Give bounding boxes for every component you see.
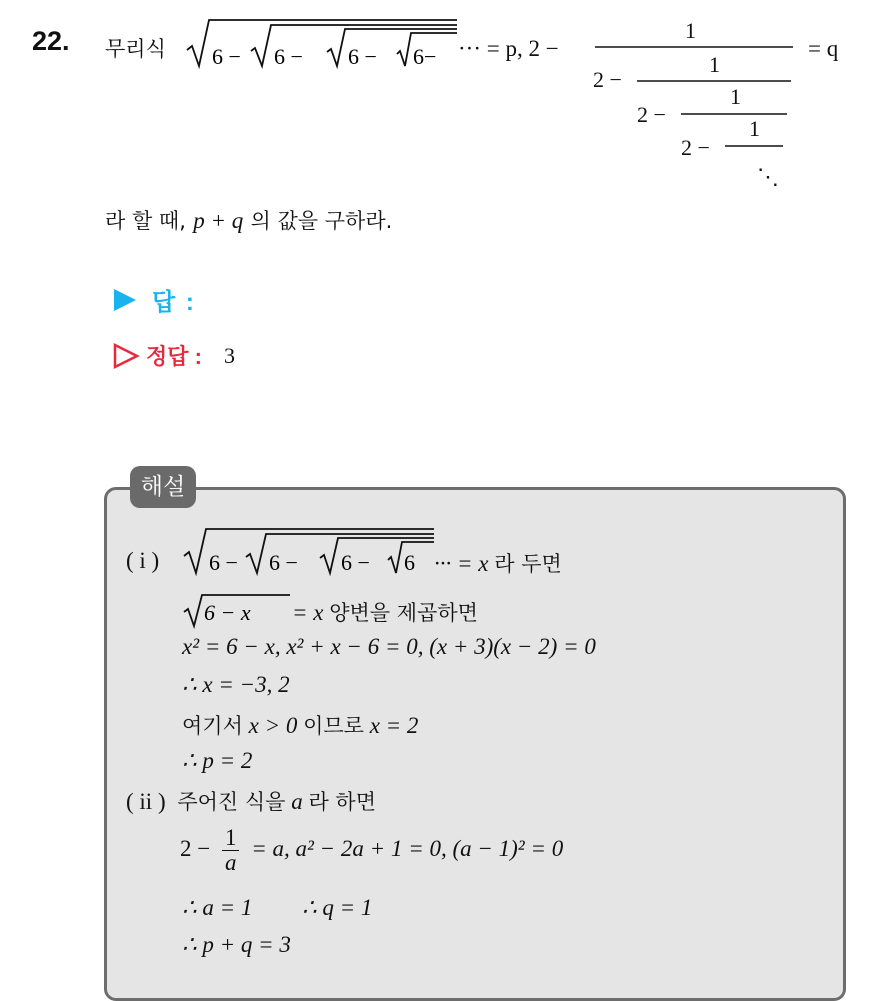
fraction-1-over-a: $\frac{1}{a}$ (222, 826, 240, 875)
correct-answer-label: 정답 : (146, 344, 202, 369)
radicand-4: 6− (413, 44, 437, 69)
sqrt-6-minus-x (182, 590, 292, 630)
radicand-2: 6 − (274, 44, 303, 69)
step-i-tail: ··· = x 라 두면 (434, 551, 562, 576)
solution-tag: 해설 (130, 466, 196, 508)
cf-num-1: 1 (685, 18, 696, 43)
nested-radical-expression (185, 14, 460, 74)
step-i-condition: 여기서 x > 0 이므로 x = 2 (182, 713, 419, 738)
cf-2-minus-2: 2 − (637, 102, 666, 127)
radicand-3: 6 − (348, 44, 377, 69)
step-i-roots: ∴ x = −3, 2 (182, 672, 290, 697)
step-i-result: ∴ p = 2 (182, 748, 253, 773)
sol-radicand-3: 6 − (341, 550, 370, 575)
sol-radicand-1: 6 − (209, 550, 238, 575)
cf-2-minus-1: 2 − (593, 67, 622, 92)
final-result: ∴ p + q = 3 (182, 932, 291, 957)
step-ii-heading: ( ii ) 주어진 식을 a 라 하면 (126, 789, 377, 814)
continued-fraction (585, 12, 795, 192)
cf-2-minus-3: 2 − (681, 135, 710, 160)
step-ii-q-result: ∴ q = 1 (302, 895, 373, 920)
correct-answer-value: 3 (223, 342, 235, 368)
step-i-equation: x² = 6 − x, x² + x − 6 = 0, (x + 3)(x − 2) = 0 (182, 634, 596, 659)
play-outline-icon (112, 342, 140, 370)
problem-number: 22. (32, 26, 70, 56)
radicand-1: 6 − (212, 44, 241, 69)
cf-num-2: 1 (709, 52, 720, 77)
play-filled-icon (112, 287, 138, 313)
solution-nested-radical (182, 523, 437, 579)
ellipsis-eq-p: ··· = p, 2 − (458, 36, 559, 61)
correct-answer-row (112, 340, 235, 371)
problem-intro: 무리식 (105, 37, 166, 61)
sqrt-6-minus-x-radicand: 6 − x (204, 600, 251, 625)
sol-radicand-2: 6 − (269, 550, 298, 575)
cf-vdots: ⋱ (757, 164, 779, 189)
step-ii-equation: 2 − $\frac{1}{a}$ = a, a² − 2a + 1 = 0, (a − 1)² = 0 (180, 825, 564, 875)
step-i-line2: = x 양변을 제곱하면 (292, 600, 478, 625)
cf-num-3: 1 (730, 84, 741, 109)
step-i-label: ( i ) (126, 548, 160, 573)
answer-label: 답 : (152, 289, 196, 316)
step-ii-a-result: ∴ a = 1 (182, 895, 253, 920)
eq-q: = q (808, 36, 839, 61)
cf-num-4: 1 (749, 116, 760, 141)
sol-radicand-4: 6 (404, 550, 415, 575)
problem-caption: 라 할 때, p + q 의 값을 구하라. (105, 208, 393, 233)
answer-row (112, 282, 196, 317)
